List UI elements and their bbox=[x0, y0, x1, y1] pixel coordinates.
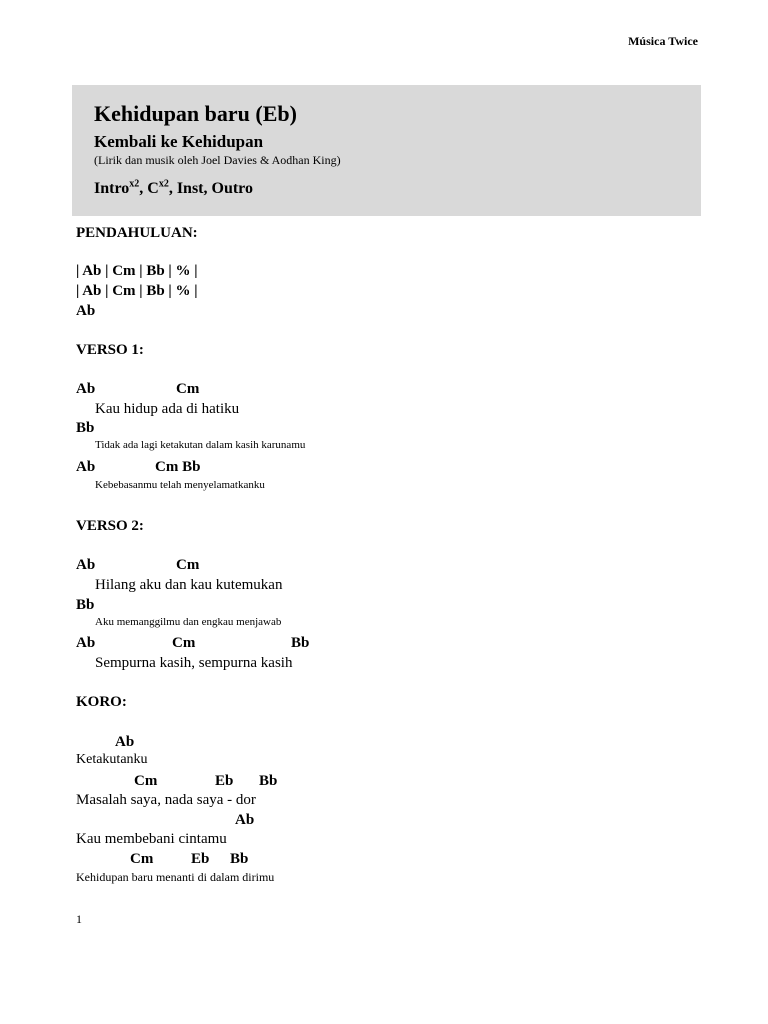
section-heading-verse1: VERSO 1: bbox=[76, 342, 144, 358]
lyric-line: Ketakutanku bbox=[76, 752, 148, 767]
lyric-line: Masalah saya, nada saya - dor bbox=[76, 792, 256, 808]
lyric-line: Aku memanggilmu dan engkau menjawab bbox=[95, 616, 282, 628]
structure-separator: , bbox=[139, 180, 148, 197]
chord: Ab bbox=[115, 734, 135, 750]
structure-intro-repeat: x2 bbox=[129, 178, 140, 190]
page-number: 1 bbox=[76, 912, 82, 926]
intro-bar-line: Ab bbox=[76, 303, 96, 319]
chord: Bb bbox=[291, 635, 310, 651]
structure-chorus-repeat: x2 bbox=[158, 178, 169, 190]
lyric-line: Kau membebani cintamu bbox=[76, 831, 227, 847]
brand-label: Música Twice bbox=[628, 34, 698, 48]
chord: Cm bbox=[134, 773, 158, 789]
lyric-line: Sempurna kasih, sempurna kasih bbox=[95, 655, 293, 671]
lyric-line: Tidak ada lagi ketakutan dalam kasih karunamu bbox=[95, 439, 306, 451]
intro-bar-line: | Ab | Cm | Bb | % | bbox=[76, 263, 198, 279]
chord: Bb bbox=[76, 597, 95, 613]
chord: Cm Bb bbox=[155, 459, 201, 475]
song-structure bbox=[94, 180, 253, 198]
structure-chorus: C bbox=[147, 180, 159, 197]
section-heading-chorus: KORO: bbox=[76, 694, 127, 710]
chord: Cm bbox=[130, 851, 154, 867]
song-subtitle: Kembali ke Kehidupan bbox=[94, 132, 264, 151]
chord: Bb bbox=[259, 773, 278, 789]
section-heading-intro: PENDAHULUAN: bbox=[76, 225, 198, 241]
chord: Eb bbox=[191, 851, 210, 867]
chord: Eb bbox=[215, 773, 234, 789]
chord: Cm bbox=[176, 557, 200, 573]
chord: Ab bbox=[76, 381, 96, 397]
chord: Ab bbox=[76, 635, 96, 651]
chord: Cm bbox=[172, 635, 196, 651]
chord: Ab bbox=[235, 812, 255, 828]
chord: Bb bbox=[76, 420, 95, 436]
intro-bar-line: | Ab | Cm | Bb | % | bbox=[76, 283, 198, 299]
lyric-line: Kebebasanmu telah menyelamatkanku bbox=[95, 479, 265, 491]
structure-intro: Intro bbox=[94, 180, 130, 197]
song-credit: (Lirik dan musik oleh Joel Davies & Aodhan King) bbox=[94, 153, 341, 167]
chord: Bb bbox=[230, 851, 249, 867]
lyric-line: Kehidupan baru menanti di dalam dirimu bbox=[76, 870, 275, 884]
chord: Cm bbox=[176, 381, 200, 397]
song-title: Kehidupan baru (Eb) bbox=[94, 101, 297, 126]
lyric-line: Kau hidup ada di hatiku bbox=[95, 401, 240, 417]
structure-rest: , Inst, Outro bbox=[168, 180, 253, 197]
chord: Ab bbox=[76, 459, 96, 475]
chord: Ab bbox=[76, 557, 96, 573]
section-heading-verse2: VERSO 2: bbox=[76, 518, 144, 534]
lyric-line: Hilang aku dan kau kutemukan bbox=[95, 577, 283, 593]
